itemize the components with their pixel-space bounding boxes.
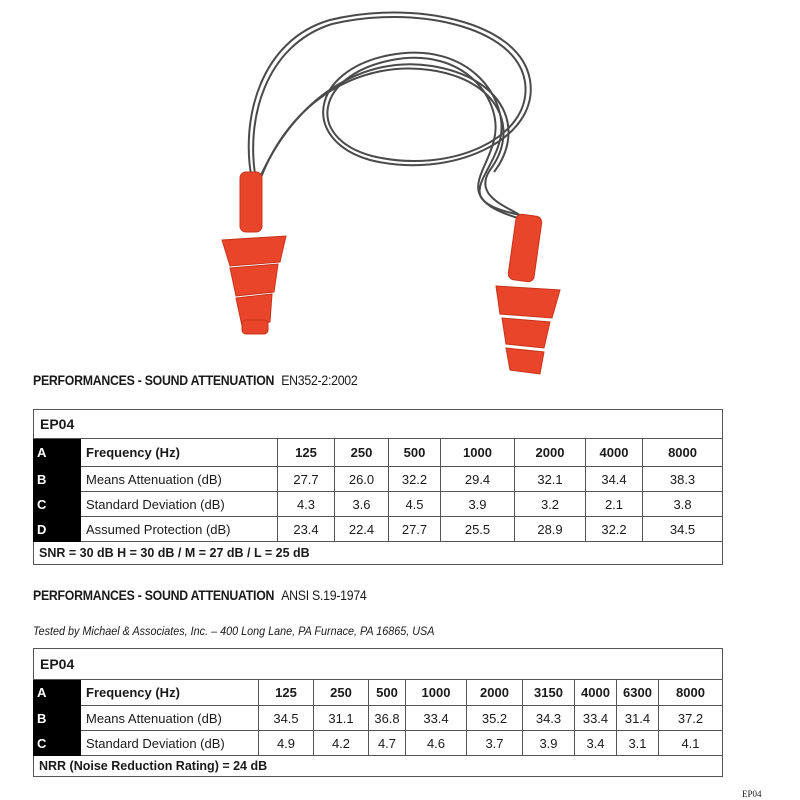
cell: 34.5 [643, 517, 723, 542]
cell: 31.1 [314, 706, 369, 731]
row-letter: D [34, 517, 81, 542]
cell: 32.2 [586, 517, 643, 542]
row-label: Assumed Protection (dB) [81, 517, 278, 542]
cell: 4000 [575, 680, 617, 706]
cell: 3.9 [523, 731, 575, 756]
cell: 34.3 [523, 706, 575, 731]
cell: 28.9 [515, 517, 586, 542]
table-row [34, 467, 723, 492]
en352-attenuation-table [33, 409, 723, 565]
cell: 4.7 [369, 731, 406, 756]
cell: 125 [259, 680, 314, 706]
table-row [34, 706, 723, 731]
ansi-attenuation-table [33, 648, 723, 777]
product-code: EP04 [742, 789, 762, 799]
row-label: Frequency (Hz) [81, 680, 259, 706]
cell: 3.4 [575, 731, 617, 756]
row-label: Standard Deviation (dB) [81, 731, 259, 756]
cell: 1000 [441, 439, 515, 467]
cell: 2.1 [586, 492, 643, 517]
corded-earplugs-image [200, 0, 620, 380]
cell: 250 [314, 680, 369, 706]
row-label: Frequency (Hz) [81, 439, 278, 467]
cell: 32.1 [515, 467, 586, 492]
cell: 125 [278, 439, 335, 467]
cell: 34.5 [259, 706, 314, 731]
section1-title: PERFORMANCES - SOUND ATTENUATION [33, 372, 275, 388]
table-row [34, 492, 723, 517]
cell: 3.2 [515, 492, 586, 517]
cell: 250 [335, 439, 389, 467]
cell: 34.4 [586, 467, 643, 492]
table-row [34, 680, 723, 706]
cell: 3.8 [643, 492, 723, 517]
cell: 500 [389, 439, 441, 467]
cell: 27.7 [278, 467, 335, 492]
section1-standard: EN352-2:2002 [281, 372, 358, 388]
tested-by-note: Tested by Michael & Associates, Inc. – 400 Long Lane, PA Furnace, PA 16865, USA [33, 624, 435, 638]
cell: 4.1 [659, 731, 723, 756]
cell: 26.0 [335, 467, 389, 492]
cell: 38.3 [643, 467, 723, 492]
cell: 36.8 [369, 706, 406, 731]
cell: 4.2 [314, 731, 369, 756]
section2-heading [33, 587, 367, 603]
section2-title: PERFORMANCES - SOUND ATTENUATION [33, 587, 275, 603]
cell: 29.4 [441, 467, 515, 492]
snr-footer: SNR = 30 dB H = 30 dB / M = 27 dB / L = 25 dB [34, 542, 723, 565]
section2-standard: ANSI S.19-1974 [281, 587, 367, 603]
model-label: EP04 [34, 649, 723, 680]
cell: 3.1 [617, 731, 659, 756]
cell: 23.4 [278, 517, 335, 542]
cell: 37.2 [659, 706, 723, 731]
row-letter: A [34, 439, 81, 467]
cell: 31.4 [617, 706, 659, 731]
row-label: Means Attenuation (dB) [81, 706, 259, 731]
cell: 33.4 [575, 706, 617, 731]
cell: 32.2 [389, 467, 441, 492]
section1-heading [33, 372, 357, 388]
cell: 4.6 [406, 731, 467, 756]
row-label: Means Attenuation (dB) [81, 467, 278, 492]
cell: 1000 [406, 680, 467, 706]
cell: 2000 [515, 439, 586, 467]
cell: 3.7 [467, 731, 523, 756]
cell: 27.7 [389, 517, 441, 542]
cell: 8000 [659, 680, 723, 706]
cell: 4000 [586, 439, 643, 467]
cell: 3150 [523, 680, 575, 706]
table-row [34, 731, 723, 756]
nrr-footer: NRR (Noise Reduction Rating) = 24 dB [34, 756, 723, 777]
row-letter: C [34, 492, 81, 517]
cell: 25.5 [441, 517, 515, 542]
cell: 2000 [467, 680, 523, 706]
row-letter: B [34, 706, 81, 731]
model-label: EP04 [34, 410, 723, 439]
cell: 33.4 [406, 706, 467, 731]
cell: 500 [369, 680, 406, 706]
cell: 35.2 [467, 706, 523, 731]
cell: 3.9 [441, 492, 515, 517]
cell: 3.6 [335, 492, 389, 517]
table-row [34, 517, 723, 542]
cell: 8000 [643, 439, 723, 467]
cell: 6300 [617, 680, 659, 706]
row-label: Standard Deviation (dB) [81, 492, 278, 517]
cell: 4.3 [278, 492, 335, 517]
cell: 4.5 [389, 492, 441, 517]
cell: 4.9 [259, 731, 314, 756]
row-letter: C [34, 731, 81, 756]
cell: 22.4 [335, 517, 389, 542]
row-letter: A [34, 680, 81, 706]
table-row [34, 439, 723, 467]
row-letter: B [34, 467, 81, 492]
